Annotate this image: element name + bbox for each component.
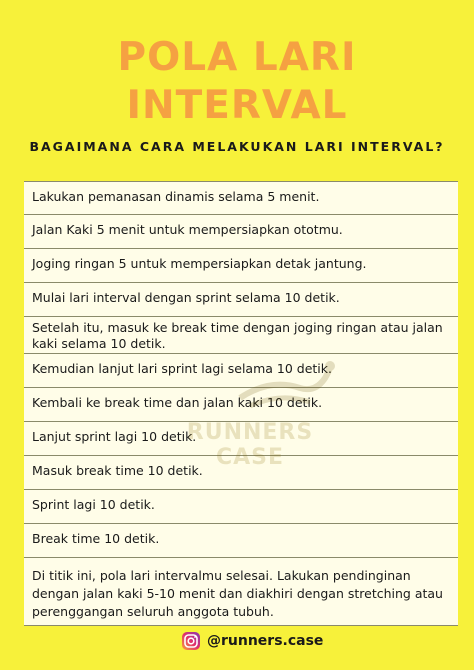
step-text: Joging ringan 5 untuk mempersiapkan detak jantung.	[32, 256, 367, 271]
list-item	[24, 490, 458, 524]
title-line-1: POLA LARI	[117, 35, 357, 80]
step-text: Mulai lari interval dengan sprint selama 10 detik.	[32, 290, 340, 305]
subtitle: BAGAIMANA CARA MELAKUKAN LARI INTERVAL?	[29, 139, 445, 154]
list-item	[24, 456, 458, 490]
step-text: Kembali ke break time dan jalan kaki 10 detik.	[32, 395, 323, 410]
list-item	[24, 317, 458, 354]
list-item	[24, 524, 458, 558]
step-text: Jalan Kaki 5 menit untuk mempersiapkan ototmu.	[32, 222, 343, 237]
list-item	[24, 249, 458, 283]
footer	[181, 630, 323, 652]
step-text: Setelah itu, masuk ke break time dengan joging ringan atau jalan kaki selama 10 detik.	[32, 320, 443, 351]
steps-list	[24, 181, 458, 626]
instagram-icon[interactable]	[181, 631, 201, 651]
step-text: Kemudian lanjut lari sprint lagi selama 10 detik.	[32, 361, 332, 376]
instagram-handle[interactable]: @runners.case	[207, 633, 324, 649]
title-line-2: INTERVAL	[126, 83, 348, 128]
list-item	[24, 558, 458, 626]
list-item	[24, 354, 458, 388]
step-text: Break time 10 detik.	[32, 531, 160, 546]
list-item	[24, 283, 458, 317]
list-item	[24, 215, 458, 249]
step-text: Masuk break time 10 detik.	[32, 463, 203, 478]
list-item	[24, 388, 458, 422]
step-text: Di titik ini, pola lari intervalmu selesai. Lakukan pendinginan dengan jalan kaki 5-10 menit dan diakhiri dengan stretching atau perenggangan seluruh anggota tubuh.	[32, 568, 443, 619]
list-item	[24, 181, 458, 215]
step-text: Sprint lagi 10 detik.	[32, 497, 155, 512]
step-text: Lanjut sprint lagi 10 detik.	[32, 429, 197, 444]
list-item	[24, 422, 458, 456]
step-text: Lakukan pemanasan dinamis selama 5 menit.	[32, 189, 320, 204]
